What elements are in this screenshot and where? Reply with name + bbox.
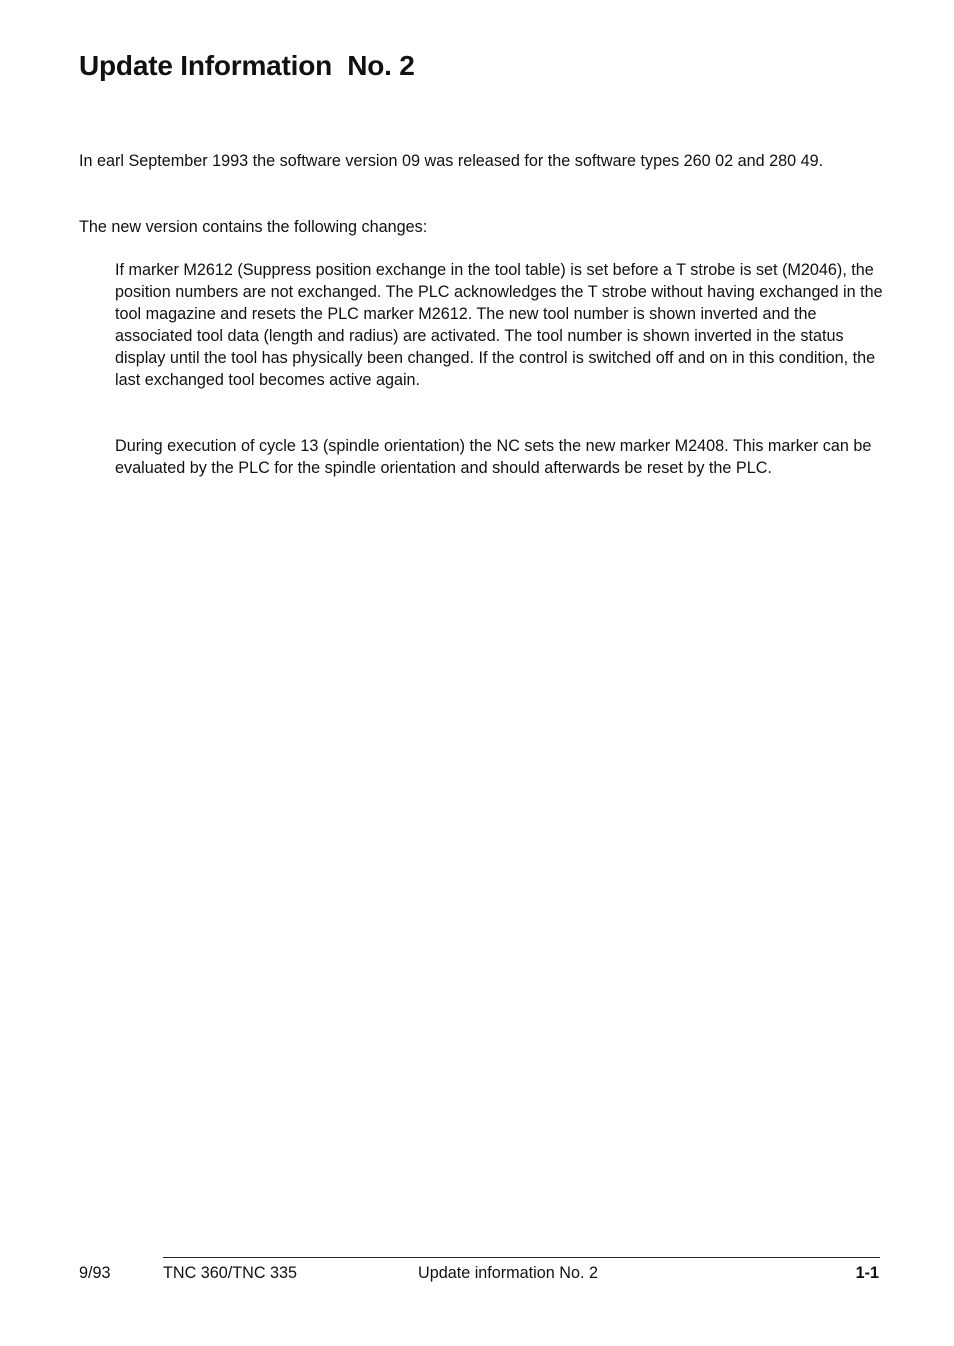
- footer-divider: [163, 1257, 880, 1258]
- footer-doc-title: Update information No. 2: [418, 1264, 598, 1282]
- page-title: Update Information No. 2: [79, 50, 415, 81]
- footer-page-number: 1-1: [855, 1264, 879, 1282]
- change-item-1: If marker M2612 (Suppress position exchange in the tool table) is set before a T strobe is set (M2046), the position numbers are not exchanged. The PLC acknowledges the T strobe without having exchanged in the tool magazine and resets the PLC marker M2612. The new tool number is shown inverted and the associated tool data (length and radius) are activated. The tool number is shown inverted in the status display until the tool has physically been changed. If the control is switched off and on in this condition, the last exchanged tool becomes active again.: [115, 261, 883, 389]
- footer-model: TNC 360/TNC 335: [163, 1264, 298, 1282]
- intro-paragraph: In earl September 1993 the software version 09 was released for the software types 260 02 and 280 49.: [79, 152, 824, 170]
- change-item-2: During execution of cycle 13 (spindle orientation) the NC sets the new marker M2408. This marker can be evaluated by the PLC for the spindle orientation and should afterwards be reset by the PLC.: [115, 437, 872, 477]
- footer-date: 9/93: [79, 1264, 111, 1282]
- changes-lead-paragraph: The new version contains the following changes:: [79, 218, 428, 236]
